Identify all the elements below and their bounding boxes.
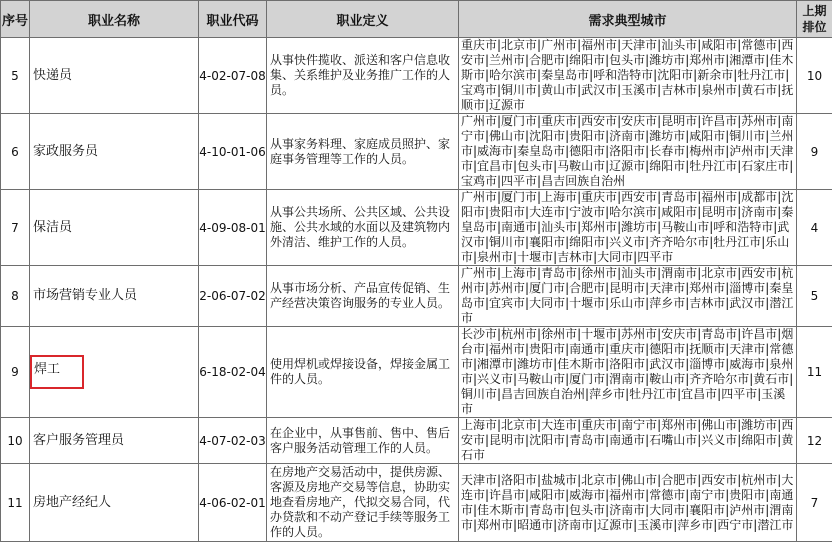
cities-cell: 天津市|洛阳市|盐城市|北京市|佛山市|合肥市|西安市|杭州市|大连市|许昌市|咸阳市|威海市|福州市|常德市|南宁市|贵阳市|南通市|佳木斯市|青岛市|包头市|济南市|大同市|襄阳市|泸州市|渭南市|郑州市|昭通市|济南市|辽源市|玉溪市|萍乡市|西宁市|潜江市 [459,464,797,542]
occupation-definition-cell: 从事快件揽收、派送和客户信息收集、关系维护及业务推广工作的人员。 [267,38,459,114]
table-row [1,38,832,114]
occupation-definition-cell: 在企业中，从事售前、售中、售后客户服务活动管理工作的人员。 [267,418,459,464]
header-occupation-code: 职业代码 [199,1,267,38]
occupation-name-cell: 市场营销专业人员 [30,266,199,327]
seq-cell: 8 [1,266,30,327]
header-typical-cities: 需求典型城市 [459,1,797,38]
header-seq: 序号 [1,1,30,38]
cities-cell: 广州市|厦门市|重庆市|西安市|安庆市|昆明市|许昌市|苏州市|南宁市|佛山市|沈阳市|贵阳市|济南市|潍坊市|咸阳市|铜川市|兰州市|威海市|秦皇岛市|德阳市|洛阳市|长春市|梅州市|泸州市|天津市|宜昌市|包头市|马鞍山市|辽源市|绵阳市|牡丹江市|石家庄市|宝鸡市|四平市|昌吉回族自治州 [459,114,797,190]
occupation-name-cell: 房地产经纪人 [30,464,199,542]
cities-cell: 上海市|北京市|大连市|重庆市|南宁市|郑州市|佛山市|潍坊市|西安市|昆明市|沈阳市|青岛市|南通市|石嘴山市|兴义市|绵阳市|黄石市 [459,418,797,464]
occupation-definition-cell: 从事市场分析、产品宣传促销、生产经营决策咨询服务的专业人员。 [267,266,459,327]
seq-cell: 5 [1,38,30,114]
header-occupation-name: 职业名称 [30,1,199,38]
last-rank-cell: 12 [797,418,832,464]
header-occupation-definition: 职业定义 [267,1,459,38]
occupation-code-cell: 2-06-07-02 [199,266,267,327]
seq-cell: 6 [1,114,30,190]
occupation-code-cell: 6-18-02-04 [199,327,267,418]
last-rank-cell: 10 [797,38,832,114]
last-rank-cell: 11 [797,327,832,418]
table-row [1,418,832,464]
cities-cell: 长沙市|杭州市|徐州市|十堰市|苏州市|安庆市|青岛市|许昌市|烟台市|福州市|贵阳市|南通市|重庆市|德阳市|抚顺市|天津市|常德市|湘潭市|潍坊市|佳木斯市|洛阳市|武汉市|淄博市|威海市|泉州市|兴义市|马鞍山市|厦门市|渭南市|鞍山市|齐齐哈尔市|黄石市|铜川市|昌吉回族自治州|萍乡市|牡丹江市|宜昌市|四平市|玉溪市 [459,327,797,418]
last-rank-cell: 7 [797,464,832,542]
cities-cell: 重庆市|北京市|广州市|福州市|天津市|汕头市|咸阳市|常德市|西安市|兰州市|合肥市|绵阳市|包头市|潍坊市|郑州市|湘潭市|佳木斯市|哈尔滨市|秦皇岛市|呼和浩特市|沈阳市|新余市|牡丹江市|宝鸡市|铜川市|黄山市|武汉市|玉溪市|吉林市|泉州市|黄石市|抚顺市|辽源市 [459,38,797,114]
header-row [1,1,832,38]
header-last-rank: 上期排位 [797,1,832,38]
table-row [1,190,832,266]
cities-cell: 广州市|上海市|青岛市|徐州市|汕头市|渭南市|北京市|西安市|杭州市|苏州市|厦门市|合肥市|昆明市|天津市|郑州市|淄博市|秦皇岛市|宜宾市|大同市|十堰市|乐山市|萍乡市|吉林市|武汉市|潜江市 [459,266,797,327]
seq-cell: 10 [1,418,30,464]
occupation-name-cell: 保洁员 [30,190,199,266]
occupation-name-cell: 快递员 [30,38,199,114]
occupation-code-cell: 4-07-02-03 [199,418,267,464]
occupation-name-cell: 家政服务员 [30,114,199,190]
occupation-definition-cell: 在房地产交易活动中，提供房源、客源及房地产交易等信息，协助实地查看房地产，代拟交易合同，代办贷款和不动产登记手续等服务工作的人员。 [267,464,459,542]
occupation-code-cell: 4-06-02-01 [199,464,267,542]
table-row [1,327,832,418]
last-rank-cell: 9 [797,114,832,190]
last-rank-cell: 4 [797,190,832,266]
occupation-definition-cell: 从事家务料理、家庭成员照护、家庭事务管理等工作的人员。 [267,114,459,190]
last-rank-cell: 5 [797,266,832,327]
occupation-name-cell [30,327,199,418]
occupation-code-cell: 4-10-01-06 [199,114,267,190]
occupation-code-cell: 4-09-08-01 [199,190,267,266]
seq-cell: 11 [1,464,30,542]
occupation-name-cell: 客户服务管理员 [30,418,199,464]
occupation-definition-cell: 从事公共场所、公共区域、公共设施、公共水域的水面以及建筑物内外清洁、维护工作的人员。 [267,190,459,266]
occupation-code-cell: 4-02-07-08 [199,38,267,114]
table-row [1,464,832,542]
seq-cell: 9 [1,327,30,418]
cities-cell: 广州市|厦门市|上海市|重庆市|西安市|青岛市|福州市|成都市|沈阳市|贵阳市|大连市|宁波市|哈尔滨市|咸阳市|昆明市|济南市|秦皇岛市|南通市|汕头市|郑州市|潍坊市|马鞍山市|呼和浩特市|武汉市|铜川市|襄阳市|绵阳市|兴义市|齐齐哈尔市|牡丹江市|乐山市|泉州市|十堰市|吉林市|大同市|四平市 [459,190,797,266]
table-row [1,114,832,190]
table-row [1,266,832,327]
highlight-box: 焊工 [30,355,84,389]
seq-cell: 7 [1,190,30,266]
occupation-definition-cell: 使用焊机或焊接设备，焊接金属工件的人员。 [267,327,459,418]
